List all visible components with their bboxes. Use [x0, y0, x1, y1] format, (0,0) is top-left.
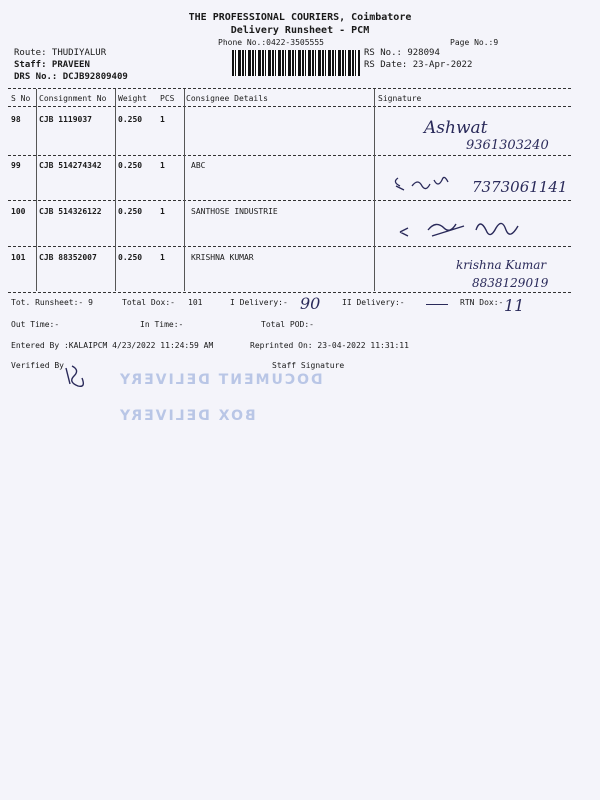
document-delivery-stamp: DOCUMENT DELIVERY — [118, 372, 323, 388]
row-weight: 0.250 — [118, 207, 143, 216]
row-sno: 100 — [11, 207, 26, 216]
col-header-weight: Weight — [118, 94, 147, 103]
ii-delivery-dash — [426, 304, 448, 305]
signature-phone: 7373061141 — [472, 178, 568, 196]
page-number: Page No.:9 — [450, 38, 499, 47]
verifier-signature — [60, 360, 90, 390]
col-header-signature: Signature — [378, 94, 422, 103]
rs-date: RS Date: 23-Apr-2022 — [364, 60, 473, 70]
tot-runsheet: Tot. Runsheet:- 9 — [11, 298, 93, 307]
row-rule — [8, 200, 571, 201]
barcode — [232, 50, 360, 76]
company-title: THE PROFESSIONAL COURIERS, Coimbatore — [188, 12, 412, 23]
total-dox-value: 101 — [188, 298, 203, 307]
signature-scribble — [390, 172, 470, 196]
total-dox-label: Total Dox:- — [122, 298, 175, 307]
box-delivery-stamp: BOX DELIVERY — [118, 408, 256, 424]
i-delivery-value: 90 — [300, 294, 321, 313]
table-top-rule — [8, 88, 571, 89]
col-divider — [36, 89, 37, 291]
col-header-consignee: Consignee Details — [186, 94, 268, 103]
row-consignment: CJB 88352007 — [39, 253, 97, 262]
row-weight: 0.250 — [118, 115, 143, 124]
staff-name: Staff: PRAVEEN — [14, 60, 90, 70]
col-header-pcs: PCS — [160, 94, 175, 103]
signature-phone: 8838129019 — [472, 276, 549, 290]
reprinted-on: Reprinted On: 23-04-2022 11:31:11 — [250, 341, 409, 350]
row-sno: 101 — [11, 253, 26, 262]
in-time: In Time:- — [140, 320, 184, 329]
entered-by: Entered By :KALAIPCM 4/23/2022 11:24:59 AM — [11, 341, 214, 350]
col-divider — [374, 89, 375, 291]
i-delivery-label: I Delivery:- — [230, 298, 288, 307]
route: Route: THUDIYALUR — [14, 48, 107, 58]
row-consignment: CJB 514326122 — [39, 207, 102, 216]
row-pcs: 1 — [160, 115, 165, 124]
row-pcs: 1 — [160, 161, 165, 170]
row-consignee: SANTHOSE INDUSTRIE — [191, 207, 278, 216]
signature-name: Ashwat — [424, 118, 488, 138]
signature-scribble — [392, 212, 542, 246]
row-weight: 0.250 — [118, 161, 143, 170]
row-pcs: 1 — [160, 253, 165, 262]
row-consignment: CJB 1119037 — [39, 115, 92, 124]
signature-name: krishna Kumar — [456, 258, 547, 272]
rs-number: RS No.: 928094 — [364, 48, 440, 58]
drs-number: DRS No.: DCJB92809409 — [14, 72, 128, 82]
phone-number: Phone No.:0422-3505555 — [218, 38, 324, 47]
row-sno: 99 — [11, 161, 21, 170]
row-rule — [8, 155, 571, 156]
col-divider — [115, 89, 116, 291]
col-header-consignment: Consignment No — [39, 94, 107, 103]
signature-phone: 9361303240 — [466, 138, 549, 153]
row-consignee: KRISHNA KUMAR — [191, 253, 254, 262]
rtn-dox-label: RTN Dox:- — [460, 298, 504, 307]
staff-signature: Staff Signature — [272, 361, 345, 370]
runsheet-subtitle: Delivery Runsheet - PCM — [230, 25, 370, 36]
col-header-sno: S No — [11, 94, 31, 103]
col-divider — [184, 89, 185, 291]
verified-by: Verified By — [11, 361, 64, 370]
row-weight: 0.250 — [118, 253, 143, 262]
rtn-dox-value: 11 — [504, 296, 525, 315]
out-time: Out Time:- — [11, 320, 60, 329]
total-pod: Total POD:- — [261, 320, 314, 329]
table-bottom-rule — [8, 292, 571, 293]
ii-delivery-label: II Delivery:- — [342, 298, 405, 307]
row-consignee: ABC — [191, 161, 206, 170]
row-pcs: 1 — [160, 207, 165, 216]
row-sno: 98 — [11, 115, 21, 124]
row-rule — [8, 246, 571, 247]
header-bottom-rule — [8, 106, 571, 107]
row-consignment: CJB 514274342 — [39, 161, 102, 170]
